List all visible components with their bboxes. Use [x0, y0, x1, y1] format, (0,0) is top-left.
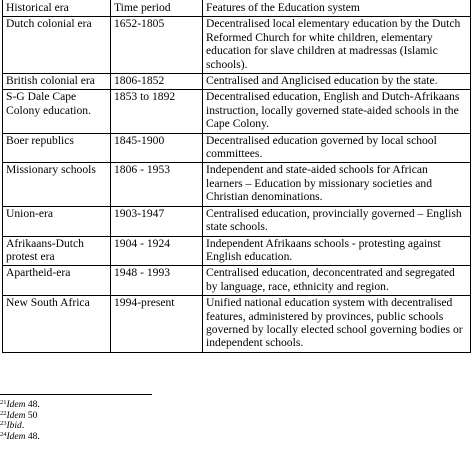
- table-row: [3, 90, 471, 133]
- footnote-text: .: [21, 421, 25, 432]
- features-text: Independent Afrikaans schools - protesting against English education.: [206, 236, 441, 263]
- period-cell: 1948 - 1993: [111, 266, 203, 296]
- period-cell: 1903-1947: [111, 206, 203, 236]
- header-time-period: Time period: [111, 0, 203, 17]
- features-text: Decentralised local elementary education by the Dutch Reformed Church for white children, elementary education for slave children at madressas (Islamic schools).: [206, 17, 461, 71]
- features-cell: [203, 163, 471, 206]
- footnote-ref: Idem: [6, 410, 26, 421]
- footnote-ref: Idem: [6, 400, 26, 410]
- era-cell: Missionary schools: [3, 163, 111, 206]
- table-row: [3, 163, 471, 206]
- footnote-item: [0, 432, 40, 443]
- period-cell: 1904 - 1924: [111, 236, 203, 266]
- features-cell: [203, 236, 471, 266]
- table-row: [3, 296, 471, 353]
- footnote-text: 48.: [25, 400, 40, 410]
- footnote-number: 23: [0, 420, 7, 428]
- era-cell: Dutch colonial era: [3, 17, 111, 74]
- era-cell: Union-era: [3, 206, 111, 236]
- footnote-number: 21: [0, 399, 7, 406]
- table-row: [3, 74, 471, 90]
- footnote-text: 50: [25, 410, 38, 421]
- era-cell: British colonial era: [3, 74, 111, 90]
- period-cell: 1845-1900: [111, 133, 203, 163]
- era-cell: Afrikaans-Dutch protest era: [3, 236, 111, 266]
- era-text: S-G Dale Cape Colony education.: [6, 90, 92, 117]
- table-row: [3, 266, 471, 296]
- education-history-table: [2, 0, 471, 353]
- features-cell: [203, 206, 471, 236]
- features-text: Decentralised education governed by local school committees.: [206, 133, 437, 161]
- features-text: Unified national education system with decentralised features, administered by provinces, public schools governed by locally elected school governing bodies or independent schools.: [206, 296, 463, 350]
- header-historical-era: Historical era: [3, 0, 111, 17]
- footnote-ref: Ibid: [6, 421, 22, 432]
- footnote-divider: [0, 394, 152, 395]
- features-cell: [203, 17, 471, 74]
- era-cell: Apartheid-era: [3, 266, 111, 296]
- footnote-number: 24: [0, 430, 7, 438]
- era-cell: Boer republics: [3, 133, 111, 163]
- features-cell: [203, 74, 471, 90]
- footnote-ref: Idem: [6, 431, 26, 442]
- period-cell: 1994-present: [111, 296, 203, 353]
- features-cell: [203, 296, 471, 353]
- features-text: Decentralised education, English and Dutch-Afrikaans instruction, locally governed state-aided schools in the Cape Colony.: [206, 90, 460, 131]
- footnote-text: 48.: [25, 431, 40, 442]
- era-cell: [3, 90, 111, 133]
- table-row: [3, 206, 471, 236]
- era-cell: New South Africa: [3, 296, 111, 353]
- table-header-row: [3, 0, 471, 17]
- period-cell: 1806-1852: [111, 74, 203, 90]
- features-text: Centralised education, deconcentrated and segregated by language, race, ethnicity and region.: [206, 266, 455, 293]
- table-row: [3, 17, 471, 74]
- footnotes: [0, 400, 40, 442]
- footnote-number: 22: [0, 409, 7, 417]
- features-cell: [203, 266, 471, 296]
- table-row: [3, 133, 471, 163]
- features-text: Independent and state-aided schools for African learners – Education by missionary societies and Christian denominations.: [206, 163, 433, 204]
- period-cell: 1853 to 1892: [111, 90, 203, 133]
- features-text: Centralised and Anglicised education by the state.: [206, 74, 438, 88]
- table-row: [3, 236, 471, 266]
- features-cell: [203, 133, 471, 163]
- period-cell: 1652-1805: [111, 17, 203, 74]
- features-cell: [203, 90, 471, 133]
- header-features: Features of the Education system: [203, 0, 471, 17]
- period-cell: 1806 - 1953: [111, 163, 203, 206]
- features-text: Centralised education, provincially governed – English state schools.: [206, 206, 462, 234]
